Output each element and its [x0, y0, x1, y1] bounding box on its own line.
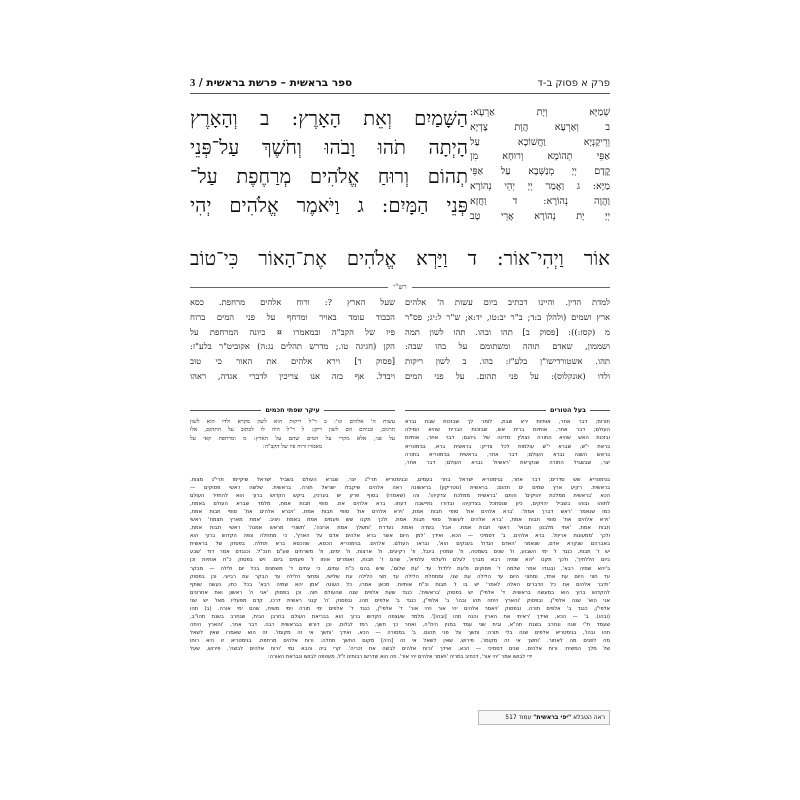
baal-haturim-text: תורות; דבר אחר, אותיות ירא שבת, לומר לך שבזכות שבת נברא העולם; דבר אחר, אותיות ברית אש, שבזכות הברית שהיא המילה ובזכות האש שהיא התורה נצולין מדינה של גיהנם; דבר אחר, אותיות בראת י"ש, שברא י"ש עולמות לכל צדיק: בראשית ברא, בגימטריא בראש השנה נברא העולם; דבר אחר, בראשית בגימטריא בתורה יצר, שבשביל התורה שנקראת 'ראשית' נברא העולם; דבר אחר, — [405, 419, 610, 467]
rashi-line: תהו. אשטורדישו"ן בלע"ז: בהו. ב לשון ריקות — [405, 356, 610, 367]
baal-haturim-continued: בגימטריא שש סדרים; דבר אחר, בגימטריא ישראל בחר בעמים, ובגימטריא תרי"ג יצר, שברא העולם בשביל ישראל שיקיימו תרי"ג מצות. בראשית. רקיע ארץ שמים ים תהום; בראשית (נוטריקון) בראשונה ראה אלהים שיקבלו ישראל תורה. בראשית. שלשה ראשי פסוקים — הכא 'בראשית ממלכת יהויקים' והתם 'בראשית ממלכת צדקיהו'. והו (שאמרו) בסוף פרק יש בערכין, ביקש הקדוש ברוך הוא להחזיר העולם לתוהו ובוהו בשביל יהויקים, כיון שנסתכל בצדקיהו ובדורו נתיישבה דעתו. ברא אלהים את. סופי תבות אמת, מלמד שברא העולם באמת, כמו שנאמר 'ראש דברך אמת': 'ברא אלהים את' סופי תבות אמת, 'וירא אלהים את' סופי תבות אמת, 'ויברא אלהים את' סופי תבות אמת, 'וירא אלהים את' סופי תבות אמת, 'ברא אלהים לעשות' סופי תבות אמת. ולכך תקנו שש פעמים אמת באמת ויציב. 'אמת מארץ תצמח' ראשי תבות אמת, 'אתי מלבנון תבואי' ראשי תבות אמת. אבל בשדה ואמת נעדרת 'ותשלך אמת ארצה', 'תשורי מראש אמנה' ראשי תבות אמת, ולכך 'ממעונות אריות'. ברא אלהים. ב' דסמיכי — הכא, ואידך 'למן היום אשר ברא אלהים אדם על הארץ', כי מתחלה צפה הקדוש ברוך הוא באברהם שנקרא אדם, שנאמר 'האדם הגדול בענקים הוא', ובראו העולם. אלהים. בגימטריא הכסא, שהכסא ברא תחלה. בפסוק של בראשית יש ז' תבות, כנגד ז' ימי השבוע, וז' שנים בשמטה, וז' שמטין ביובל, וז' רקיעים, וז' ארצות, וז' ימים, וז' משרתים שע"ם חנכ"ל. וכנגדם אמר דוד 'שבע ביום הללתיך', ולכך תקנו 'יהא שמיה רבא מברך לעלם ולעלמי עלמיא', שהם ז' תבות, ואומרים אותו ז' פעמים ביום. ויש בפסוק כ"ח אותיות וכן ב'יהא שמיה רבא', ובנגדו אמר שלמה ז' פסוקים מ'עת ללדת' עד 'עת שלום', שיש בהם כ"ח עתים, כי עתים ד' משתנים בכל יום ולילה — מבקר עד חצי היום עת אחד, ומחצי היום עד הלילה עת שני, ומתחלת הלילה עד חצי הלילה עת שלישי, ומחצי הלילה עד הבקר עת רביעי. וכן בפסוק 'וידבר אלהים את כל הדברים האלה לאמר' יש בו ז' תבות וכ"ח אותיות. מכאן אמרו, כל העונה 'אמן יהא שמיה רבא' בכל כחו, נעשה שותף להקדוש ברוך הוא במעשה בראשית. ד' אלפי"ן יש בפסוק 'בראשית', כנגד שעת אלפים שנה שהעולם חוה. וכן בפסוק 'אני ה' ראשון ואת אחרונים אני הוא' שנה אלפי"ן. ובפסוק 'והארץ היתה תהו ובהו' ב' אלפי"ן, כנגד ב' אלפים תהו. ובפסוק 'ה' קנני ראשית דרכו, קדם מפעליו מאז' יש שני אלפי"ן, כנגד ב' אלפים תורה. ובפסוק 'ויאמר אלהים יהי אור ויהי אור' ד' אלפי"ן, כנגד ד' אלפים ימי תורה וימי משיח, שהם ימי אורה. (ב) תהו (ובהו). ב' — הכא, ואידך 'ראיתי את הארץ והנה תהו [ובהו]'. מלמד שעצפה הקדוש ברוך הוא בבריאת העולם בחרבן הבית, שנחרב בשנת תהו"ב, שעמד ת"י שנה ונחרב בשנת תה"א, ובית שני עמד במנין היח"ה, ואחר כך חשך, רמז לגלות, וכן דורש בבראשית רבה. דבר אחר, 'והארץ היתה תהו ובהו', בגימטריא אלפים שנה בלי תורה: וחשך על פני תהום. ב' במסורה — הכא, ואידך 'וחשך אי זה מקומו'. זה הוא שאמרו שאין לשאל מה לפנים מה לאחור. 'וחשך אי זה מקומו', פירוש, שאין לשאל אי זה [היה] מקום החשך תחלה: ורוח אלהים מרחפת. בגימטריא זו היא רוחו של מלך המשיח: ורוח אלהים. שנים דסמיכי — הכא, ואידך 'ורוח אלהים לבשה את זכריה'. קרי ביה והבא נמי 'ורוח אלהים לבשה', פירוש, שעל ידי לבושו אמר 'יהי אור', דכתיב בתריה 'ויאמר אלהים יהי אור'. וזה הוא שדרשו רבותינו ז"ל, מעטפה לבושו ונבראת האורה: — [190, 477, 610, 661]
torah-line: פְּנֵי הַמָּיִם: ג וַיֹּאמֶר אֱלֹהִים יְהִי — [190, 194, 468, 217]
targum-line: וְרֵיקַנְיָא וַחֲשׁוֹכָא עַל — [470, 136, 610, 148]
rashi-line: [פסוק ד] וירא אלהים את האור כי טוב — [190, 356, 395, 367]
baal-haturim-heading: בעל הטורים — [405, 405, 610, 415]
rashi-right-column — [405, 295, 610, 405]
targum-line: וַהֲוָה נְהוֹרָא: ד וַחֲזָא — [470, 195, 610, 207]
targum-line: שְׁמַיָּא וְיָת אַרְעָא: — [470, 107, 610, 118]
ikar-sifsei-chachamim-heading: עיקר שפתי חכמים — [190, 405, 395, 415]
rashi-label: רש"י — [393, 283, 407, 291]
rashi-line: ארץ ושמים (ולהלן ב:ד; ב"ר יב:טו, יד:א; ש"ר ל:יג; פס"ר — [405, 311, 610, 322]
torah-line: הָיְתָה תֹהוּ וָבֹהוּ וְחֹשֶׁךְ עַל־פְּנֵי — [190, 136, 468, 159]
rashi-line: פיו של הקב"ה ובמאמרו ¤ כיונה המרחפת על — [190, 326, 395, 337]
see-table-note: ראה הטבלא "יפי בראשית" עמוד 517 — [478, 710, 610, 725]
targum-line: יְיָ יָת נְהוֹרָא אֲרֵי טָב — [470, 210, 610, 222]
book-page — [190, 68, 610, 728]
targum-onkelos-column — [470, 106, 610, 224]
divider-line — [590, 410, 610, 411]
verse-area — [190, 106, 610, 258]
torah-line-full-width: אוֹר וַיְהִי־אוֹר: ד וַיַּרְא אֱלֹהִים אֶת־הָאוֹר כִּי־טוֹב — [190, 247, 610, 270]
rashi-line: ושממון, שאדם תוהה ומשתומם על בהו שבה: — [405, 341, 610, 352]
divider-line — [190, 287, 388, 288]
torah-line: הַשָּׁמַיִם וְאֵת הָאָרֶץ: ב וְהָאָרֶץ — [190, 107, 468, 130]
targum-line: קֳדָם יְיָ מְנַשְּׁבָא עַל אַפֵּי — [470, 166, 610, 178]
rashi-line: למדת הדין. והיינו דכתיב ביום עשות ה' אלהים — [405, 297, 610, 307]
rashi-line: הקן (חגיגה טו.; מדרש תהלים נג:ה) אקוביט"ר בלע"ז: — [190, 341, 395, 352]
targum-line: אַפֵּי תְהוֹמָא וְרוּחָא מִן — [470, 151, 610, 163]
page-number: 3 — [190, 78, 196, 89]
rashi-line: הכבוד עומד באויר ומרחף על פני המים ברוח — [190, 311, 395, 322]
torah-line: תְהוֹם וְרוּחַ אֱלֹהִים מְרַחֶפֶת עַל־ — [190, 165, 468, 188]
rashi-line: שעל הארץ ?: ורוח אלהים מרחפת. כסא — [190, 297, 395, 307]
header-rule — [190, 93, 610, 94]
rashi-left-column — [190, 295, 395, 405]
torah-text — [190, 104, 468, 220]
rashi-commentary — [190, 295, 610, 405]
rashi-line: מ (קסז:)): [פסוק ב] תהו ובהו. תהו לשון תמה — [405, 326, 610, 337]
targum-line: מַיָּא: ג וַאֲמַר יְיָ יְהֵי נְהוֹרָא — [470, 180, 610, 192]
divider-line — [412, 287, 610, 288]
ikar-sifsei-chachamim-text: עשות ה' אלהים וגו': ב ר"ל ריקות הוא לשון מקרא ולדו הוא לשון תרגום, ובניהם הם לשון ריקן: ל ר"ל היה לו לכתוב על התהום, אלו על פני, אלא מקרי על המים שהם על הארץ: מ ומרחפת קאי על מאמרו ורוח פיו של הקב"ה: — [190, 419, 395, 451]
divider-line — [190, 410, 261, 411]
book-parsha-title: ספר בראשית – פרשת בראשית / 3 — [190, 77, 353, 89]
rashi-divider — [190, 281, 610, 293]
rashi-line: ויבדל. אף בזה אנו צריכין לדברי אגדה, ראהו — [190, 370, 395, 381]
rashi-line: ולדו (אונקלוס): על פני תהום. על פני המים — [405, 370, 610, 381]
divider-line — [324, 410, 395, 411]
chapter-verse-ref: פרק א פסוק ב-ד — [537, 78, 610, 89]
divider-line — [405, 410, 546, 411]
running-head — [190, 71, 610, 89]
targum-line: ב וְאַרְעָא הֲוָת צָדְיָא — [470, 121, 610, 133]
